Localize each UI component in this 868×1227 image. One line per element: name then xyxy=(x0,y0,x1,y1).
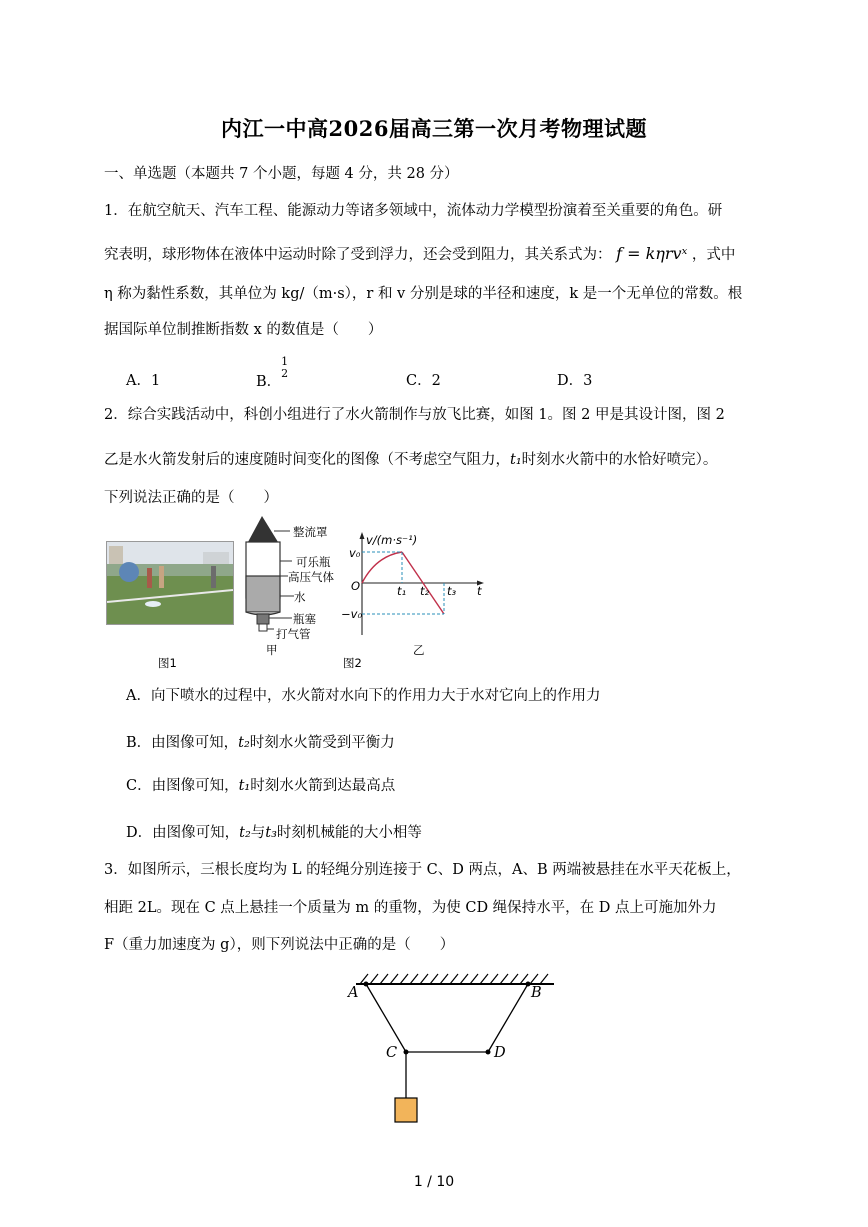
q1-line2-b: ，式中 xyxy=(691,247,736,263)
label-fairing: 整流罩 xyxy=(293,525,328,539)
q2-option-d: D．由图像可知，t₂与t₃时刻机械能的大小相等 xyxy=(126,825,422,841)
graph-ylabel: v/(m·s⁻¹) xyxy=(366,533,418,547)
rocket-launch-photo xyxy=(106,541,234,625)
q3-line2: 相距 2L。现在 C 点上悬挂一个质量为 m 的重物，为使 CD 绳保持水平，在 D 点上可施加外力 xyxy=(104,900,717,916)
q2-line1: 2．综合实践活动中，科创小组进行了水火箭制作与放飞比赛，如图 1。图 2 甲是其设计图，图 2 xyxy=(104,407,725,423)
q1-line2 xyxy=(104,243,735,264)
page-number: 1 / 10 xyxy=(413,1174,455,1190)
fraction: 1 2 xyxy=(281,355,289,380)
weight-block xyxy=(395,1098,417,1122)
q1-option-d: D．3 xyxy=(557,373,593,389)
fig2-yi: 乙 xyxy=(413,643,425,657)
point-a: A xyxy=(348,985,359,1001)
point-b: B xyxy=(531,985,542,1001)
velocity-curve xyxy=(362,552,402,583)
q2-option-c: C．由图像可知，t₁时刻水火箭到达最高点 xyxy=(126,778,396,794)
fig2-jia: 甲 xyxy=(266,643,278,657)
label-water: 水 xyxy=(294,590,306,604)
q2-line2: 乙是水火箭发射后的速度随时间变化的图像（不考虑空气阻力，t₁时刻水火箭中的水恰好喷完）。 xyxy=(104,452,718,468)
q1-line3: η 称为黏性系数，其单位为 kg/（m·s），r 和 v 分别是球的半径和速度，k 是一个无单位的常数。根 xyxy=(104,286,743,302)
graph-v0: v₀ xyxy=(349,546,361,560)
q2-option-a: A．向下喷水的过程中，水火箭对水向下的作用力大于水对它向上的作用力 xyxy=(126,688,601,704)
q3-line3: F（重力加速度为 g），则下列说法中正确的是（ ） xyxy=(104,937,455,953)
q1-formula: f = kηrvˣ xyxy=(616,244,688,263)
label-pump: 打气管 xyxy=(276,627,311,641)
graph-neg-v0: −v₀ xyxy=(341,607,363,621)
pump-tube xyxy=(259,624,267,631)
graph-origin: O xyxy=(351,579,361,593)
label-gas: 高压气体 xyxy=(288,570,334,584)
fig1-caption: 图1 xyxy=(158,656,177,670)
q1-line4: 据国际单位制推断指数 x 的数值是（ ） xyxy=(104,322,383,338)
q2-option-b: B．由图像可知，t₂时刻水火箭受到平衡力 xyxy=(126,735,395,751)
page-title: 内江一中高2026届高三第一次月考物理试题 xyxy=(221,116,647,141)
q1-line1: 1．在航空航天、汽车工程、能源动力等诸多领域中，流体动力学模型扮演着至关重要的角色。研 xyxy=(104,203,723,219)
ceiling-hatch xyxy=(360,974,548,984)
nose-cone xyxy=(248,516,278,542)
graph-t1: t₁ xyxy=(397,584,407,598)
q1-option-c: C．2 xyxy=(406,373,441,389)
point-d: D xyxy=(494,1045,506,1061)
rope-db xyxy=(488,984,528,1052)
label-stopper: 瓶塞 xyxy=(293,612,316,626)
q1-option-b: B． 1 2 xyxy=(256,355,289,390)
graph-t2: t₂ xyxy=(420,584,430,598)
water xyxy=(246,576,280,612)
fig2-caption: 图2 xyxy=(343,656,362,670)
graph-xlabel: t xyxy=(477,584,482,598)
stopper xyxy=(257,614,269,624)
point-c: C xyxy=(386,1045,398,1061)
label-bottle: 可乐瓶 xyxy=(296,555,331,569)
q2-line3: 下列说法正确的是（ ） xyxy=(104,490,278,506)
q1-line2-a: 究表明，球形物体在液体中运动时除了受到浮力，还会受到阻力，其关系式为： xyxy=(104,247,612,263)
graph-t3: t₃ xyxy=(447,584,457,598)
q3-line1: 3．如图所示，三根长度均为 L 的轻绳分别连接于 C、D 两点，A、B 两端被悬挂在水平天花板上， xyxy=(104,862,741,878)
t1-symbol: t₁ xyxy=(510,452,522,468)
rope-ac xyxy=(366,984,406,1052)
section-heading: 一、单选题（本题共 7 个小题，每题 4 分，共 28 分） xyxy=(104,166,459,182)
q1-option-a: A．1 xyxy=(126,373,161,389)
